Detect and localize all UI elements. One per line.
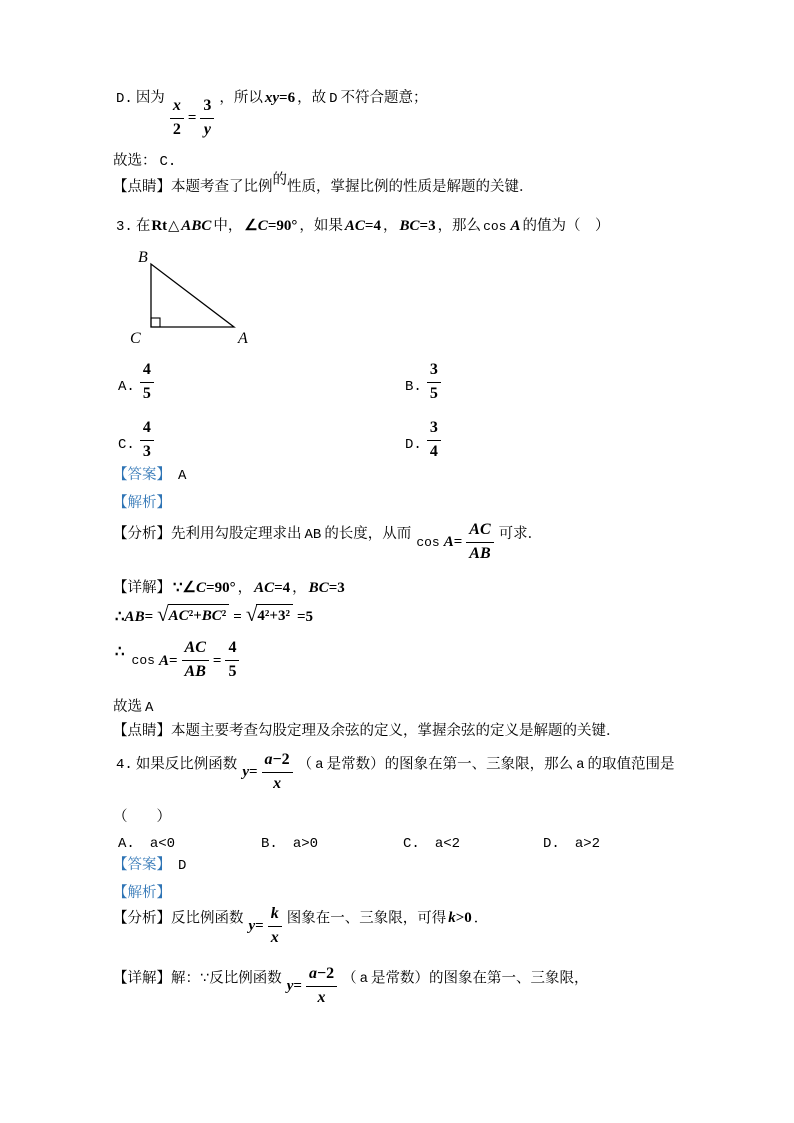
text-run: ． (473, 910, 489, 927)
math-symbol: = (212, 652, 222, 669)
text-run: 【点睛】本题主要考查勾股定理及余弦的定义，掌握余弦的定义是解题的关键． (113, 723, 621, 739)
math-symbol: − (272, 751, 282, 768)
text-run: 可求． (498, 525, 543, 542)
math-var: C (211, 608, 222, 624)
text-run: （ (342, 970, 357, 987)
function-name: cos (483, 219, 507, 234)
math-symbol: 5 (228, 663, 237, 680)
math-var: A (124, 609, 135, 625)
q4-xiangjie-line (113, 966, 589, 1007)
text-run: 如果反比例函数 (135, 756, 238, 773)
text-run: ， (292, 580, 307, 596)
latin-run: D. (116, 91, 133, 107)
q3-conclusion-line (113, 696, 156, 720)
math-var: A (469, 521, 480, 538)
inline-formula (285, 966, 339, 1007)
function-name: cos (416, 534, 440, 550)
math-symbol: 5 (305, 609, 314, 625)
latin-run: C. (159, 154, 177, 170)
math-var: C (264, 580, 275, 596)
math-symbol: = (293, 978, 302, 995)
math-var: y (203, 120, 211, 138)
fraction-numerator: 4 (142, 361, 151, 378)
math-var: x (264, 90, 273, 106)
q3-option-a (115, 362, 156, 403)
text-run: 是常数）的图象在第一、三象限， (371, 970, 589, 987)
math-var: k (270, 905, 279, 922)
right-angle-marker (151, 318, 160, 327)
option-letter: C. (118, 436, 135, 453)
option-letter: A. (118, 836, 135, 852)
math-var: B (479, 544, 491, 562)
math-symbol: 4 (373, 218, 381, 234)
math-symbol: = (453, 534, 463, 551)
math-expression (115, 607, 153, 625)
text-run: ， (237, 580, 253, 596)
math-var: A (158, 652, 169, 669)
text-run: ，如果 (299, 218, 343, 234)
fraction-denominator: 5 (427, 382, 441, 403)
option-fraction (427, 362, 441, 403)
q3-xiangjie-line-3 (113, 640, 244, 681)
fraction-denominator: 5 (140, 382, 154, 403)
math-expression (181, 216, 211, 234)
math-var: B (201, 608, 212, 624)
text-run: 故选 (113, 699, 142, 715)
fraction-denominator (466, 542, 493, 563)
math-symbol: 2 (326, 965, 335, 982)
fraction-denominator (182, 660, 209, 681)
math-expression (233, 607, 242, 625)
q3-jiexi-line (113, 492, 171, 515)
text-run: △ (168, 218, 180, 234)
latin-run: AB (304, 526, 322, 543)
fraction-denominator (268, 926, 282, 947)
math-symbol: = (279, 90, 288, 106)
math-symbol: ∴ (115, 644, 125, 660)
math-var: a (264, 751, 273, 768)
text-run: 性质，掌握比例的性质是解题的关键． (287, 179, 534, 195)
fraction-numerator: 4 (142, 419, 151, 436)
q2-remark-line (113, 172, 534, 199)
q3-remark-line (113, 720, 621, 743)
math-var: A (184, 639, 196, 657)
latin-run: a (359, 971, 368, 988)
inline-formula (247, 906, 284, 947)
radical (246, 604, 293, 626)
math-symbol: = (267, 218, 277, 234)
math-expression (444, 530, 463, 554)
math-expression (173, 578, 236, 596)
text-run: （ (297, 756, 313, 773)
vertex-label-a: A (238, 330, 248, 347)
math-var: a (308, 965, 317, 982)
math-symbol: ∠ (244, 218, 258, 234)
q4-stem-paren: （ ） (113, 809, 171, 825)
answer-label: 【答案】 (113, 467, 171, 483)
text-run: 的值为（ ） (522, 218, 610, 234)
math-symbol: 3 (277, 608, 286, 624)
math-var: A (469, 544, 480, 562)
answer-label: 【答案】 (113, 857, 171, 873)
math-expression (448, 908, 472, 926)
math-var: y (242, 764, 249, 781)
q4-option-d (540, 832, 603, 856)
math-symbol: ∴ (115, 609, 125, 625)
math-symbol: 0 (222, 580, 230, 596)
option-fraction (140, 420, 154, 461)
fraction (262, 752, 293, 793)
math-var: A (184, 663, 196, 680)
radical-sign: √ (245, 602, 258, 626)
math-symbol: = (274, 580, 283, 596)
answer-value: D (178, 858, 187, 874)
option-value: a<0 (149, 836, 176, 852)
raised-text: 的 (272, 172, 287, 188)
radicand (168, 604, 230, 626)
math-symbol: 0 (283, 218, 292, 234)
math-var: A (254, 580, 265, 596)
q4-fenxi-line (113, 906, 488, 947)
fraction-numerator: 3 (429, 419, 438, 436)
math-var: A (344, 218, 355, 234)
right-triangle-svg (128, 246, 256, 350)
math-symbol: = (364, 218, 374, 234)
math-expression (265, 88, 295, 106)
math-expression (159, 649, 178, 673)
math-expression (510, 216, 520, 234)
text-run: 【详解】解：∵反比例函数 (113, 970, 282, 987)
math-symbol: 9 (276, 218, 284, 234)
math-symbol: 4 (228, 639, 237, 657)
vertex-label-c: C (130, 330, 141, 347)
option-fraction (140, 362, 154, 403)
math-var: C (257, 218, 268, 234)
math-symbol: ² (264, 608, 270, 624)
math-var: x (270, 928, 279, 946)
fraction-numerator (262, 752, 293, 772)
math-var: x (317, 988, 326, 1006)
latin-run: a (315, 757, 324, 774)
triangle-outline (151, 264, 234, 327)
math-var: A (443, 534, 454, 551)
math-expression (399, 216, 435, 234)
math-var: C (196, 580, 207, 596)
option-value: a>2 (574, 836, 601, 852)
fraction-numerator (225, 640, 239, 660)
text-run: 因为 (135, 90, 165, 106)
math-symbol: 3 (337, 580, 345, 596)
math-symbol: − (316, 965, 327, 982)
q4-option-b (258, 832, 321, 856)
option-letter: B. (261, 836, 278, 852)
text-run: 【点睛】本题考查了比例 (113, 179, 273, 195)
math-expression (213, 649, 222, 673)
q3-fenxi-line (113, 522, 542, 563)
math-symbol: ∠ (182, 580, 196, 596)
option-letter: C. (403, 836, 420, 852)
text-run: 是常数）的图象在第一、三象限，那么 (326, 756, 574, 773)
fraction-numerator (306, 966, 337, 986)
math-var: C (201, 218, 212, 234)
math-expression (309, 578, 345, 596)
latin-run: A (145, 700, 154, 716)
q3-option-d (402, 420, 443, 461)
triangle-figure (128, 246, 256, 358)
q3-xiangjie-line-2 (113, 604, 315, 629)
fraction-denominator (170, 118, 184, 139)
option-letter: A. (118, 378, 135, 395)
fraction (170, 98, 184, 139)
text-run: 图象在一、三象限，可得 (286, 910, 447, 927)
math-expression (345, 216, 381, 234)
math-symbol: = (233, 609, 242, 625)
text-run: 故选： (113, 153, 157, 169)
math-symbol: = (419, 218, 429, 234)
math-var: C (409, 218, 420, 234)
q3-option-c (115, 420, 156, 461)
math-symbol: 4 (257, 608, 265, 624)
math-symbol: 2 (281, 751, 290, 768)
q3-answer-line (113, 464, 189, 488)
math-expression (244, 216, 297, 234)
fraction-numerator (182, 640, 209, 660)
math-var: C (318, 580, 329, 596)
text-run: 的长度，从而 (324, 525, 412, 542)
q3-stem (113, 214, 609, 239)
fraction (466, 522, 493, 563)
math-symbol: = (248, 764, 258, 781)
text-run: ，那么 (437, 218, 482, 234)
inline-formula (168, 98, 217, 139)
math-var: A (168, 608, 179, 624)
inline-formula (130, 640, 242, 681)
latin-run: a (576, 757, 585, 774)
fraction-numerator: 3 (429, 361, 438, 378)
inline-formula (414, 522, 495, 563)
option-letter: B. (405, 378, 422, 395)
q2-option-d-line (113, 86, 428, 139)
math-symbol: ² (285, 608, 290, 624)
math-var: k (448, 910, 456, 927)
fraction-denominator (262, 772, 293, 793)
math-symbol: 6 (287, 90, 296, 106)
fraction (225, 640, 239, 681)
math-var: C (195, 639, 206, 657)
fraction-numerator (268, 906, 282, 926)
math-symbol: 9 (214, 580, 223, 596)
text-run: ，所以 (219, 90, 263, 106)
math-expression (188, 106, 197, 130)
q4-option-a (115, 832, 178, 856)
fraction-numerator (170, 98, 184, 118)
math-var: B (191, 218, 202, 234)
math-symbol: > (455, 910, 465, 927)
math-symbol: = (206, 580, 215, 596)
inline-formula (240, 752, 294, 793)
vertex-label-b: B (138, 249, 148, 266)
q4-answer-line (113, 854, 189, 878)
text-run: ， (382, 218, 398, 234)
math-symbol: 2 (172, 120, 181, 138)
q2-conclusion-line (113, 150, 179, 174)
math-symbol: 4 (282, 580, 291, 596)
math-var: y (272, 90, 280, 106)
fraction-denominator: 3 (140, 440, 154, 461)
math-var: C (178, 608, 189, 624)
math-expression (297, 607, 313, 625)
math-symbol: 0 (464, 910, 472, 927)
math-symbol: = (296, 609, 306, 625)
math-symbol: = (187, 110, 197, 127)
math-symbol: ² (188, 608, 194, 624)
fraction (268, 906, 282, 947)
math-roman: Rt (151, 218, 168, 234)
math-var: B (308, 580, 319, 596)
text-run: ，故 (297, 90, 327, 106)
text-run: 【详解】 (113, 580, 171, 596)
function-name: cos (131, 653, 155, 668)
math-symbol: = (168, 652, 178, 669)
math-expression (254, 578, 290, 596)
fraction-numerator (200, 98, 214, 118)
text-run: 【分析】先利用勾股定理求出 (113, 525, 302, 542)
math-symbol: + (193, 608, 202, 624)
q3-option-b (402, 362, 443, 403)
option-letter: D. (543, 836, 560, 852)
math-var: y (248, 918, 256, 935)
math-var: C (479, 521, 491, 538)
math-expression (242, 760, 257, 784)
page-content (113, 0, 683, 1123)
fraction-numerator (466, 522, 493, 542)
math-symbol: + (269, 608, 278, 624)
math-symbol: ∵ (173, 580, 183, 596)
latin-run: D (329, 91, 338, 107)
math-var: B (399, 218, 410, 234)
radical-sign: √ (157, 602, 169, 626)
math-var: x (172, 97, 181, 114)
math-symbol: ° (229, 580, 236, 596)
latin-run: 3. (116, 219, 133, 235)
q3-xiangjie-line-1 (113, 576, 347, 600)
math-symbol: = (255, 918, 264, 935)
math-var: y (286, 978, 294, 995)
text-run: 在 (135, 218, 151, 234)
text-run: 不符合题意； (340, 90, 428, 106)
math-symbol: 3 (428, 218, 436, 234)
math-var: A (181, 218, 192, 234)
option-fraction (427, 420, 441, 461)
fraction (200, 98, 214, 139)
fraction-denominator: 4 (427, 440, 441, 461)
math-var: B (134, 609, 145, 625)
math-var: x (273, 774, 282, 792)
q4-stem (113, 752, 674, 793)
radicand (256, 604, 293, 626)
math-symbol: = (328, 580, 338, 596)
option-value: a>0 (292, 836, 319, 852)
text-run: 的取值范围是 (587, 756, 675, 773)
math-symbol: ° (291, 218, 298, 234)
fraction-denominator (306, 986, 337, 1007)
math-expression (249, 914, 264, 938)
jiexi-label: 【解析】 (113, 885, 171, 901)
math-symbol: 3 (203, 97, 212, 114)
text-run: 中， (213, 218, 243, 234)
text-run: 【分析】反比例函数 (113, 910, 244, 927)
math-symbol: = (144, 609, 154, 625)
math-var: B (195, 663, 206, 680)
math-var: C (354, 218, 365, 234)
fraction-denominator (225, 660, 239, 681)
option-value: a<2 (434, 836, 461, 852)
fraction (182, 640, 209, 681)
math-expression (115, 642, 125, 660)
math-expression (287, 974, 302, 998)
answer-value: A (178, 468, 187, 484)
option-letter: D. (405, 436, 422, 453)
q4-jiexi-line (113, 882, 171, 905)
q4-option-c (400, 832, 463, 856)
fraction (306, 966, 337, 1007)
jiexi-label: 【解析】 (113, 495, 171, 511)
fraction-denominator (200, 118, 214, 139)
math-symbol: ² (221, 608, 227, 624)
math-var: A (510, 218, 521, 234)
radical (157, 604, 229, 626)
latin-run: 4. (116, 757, 133, 774)
